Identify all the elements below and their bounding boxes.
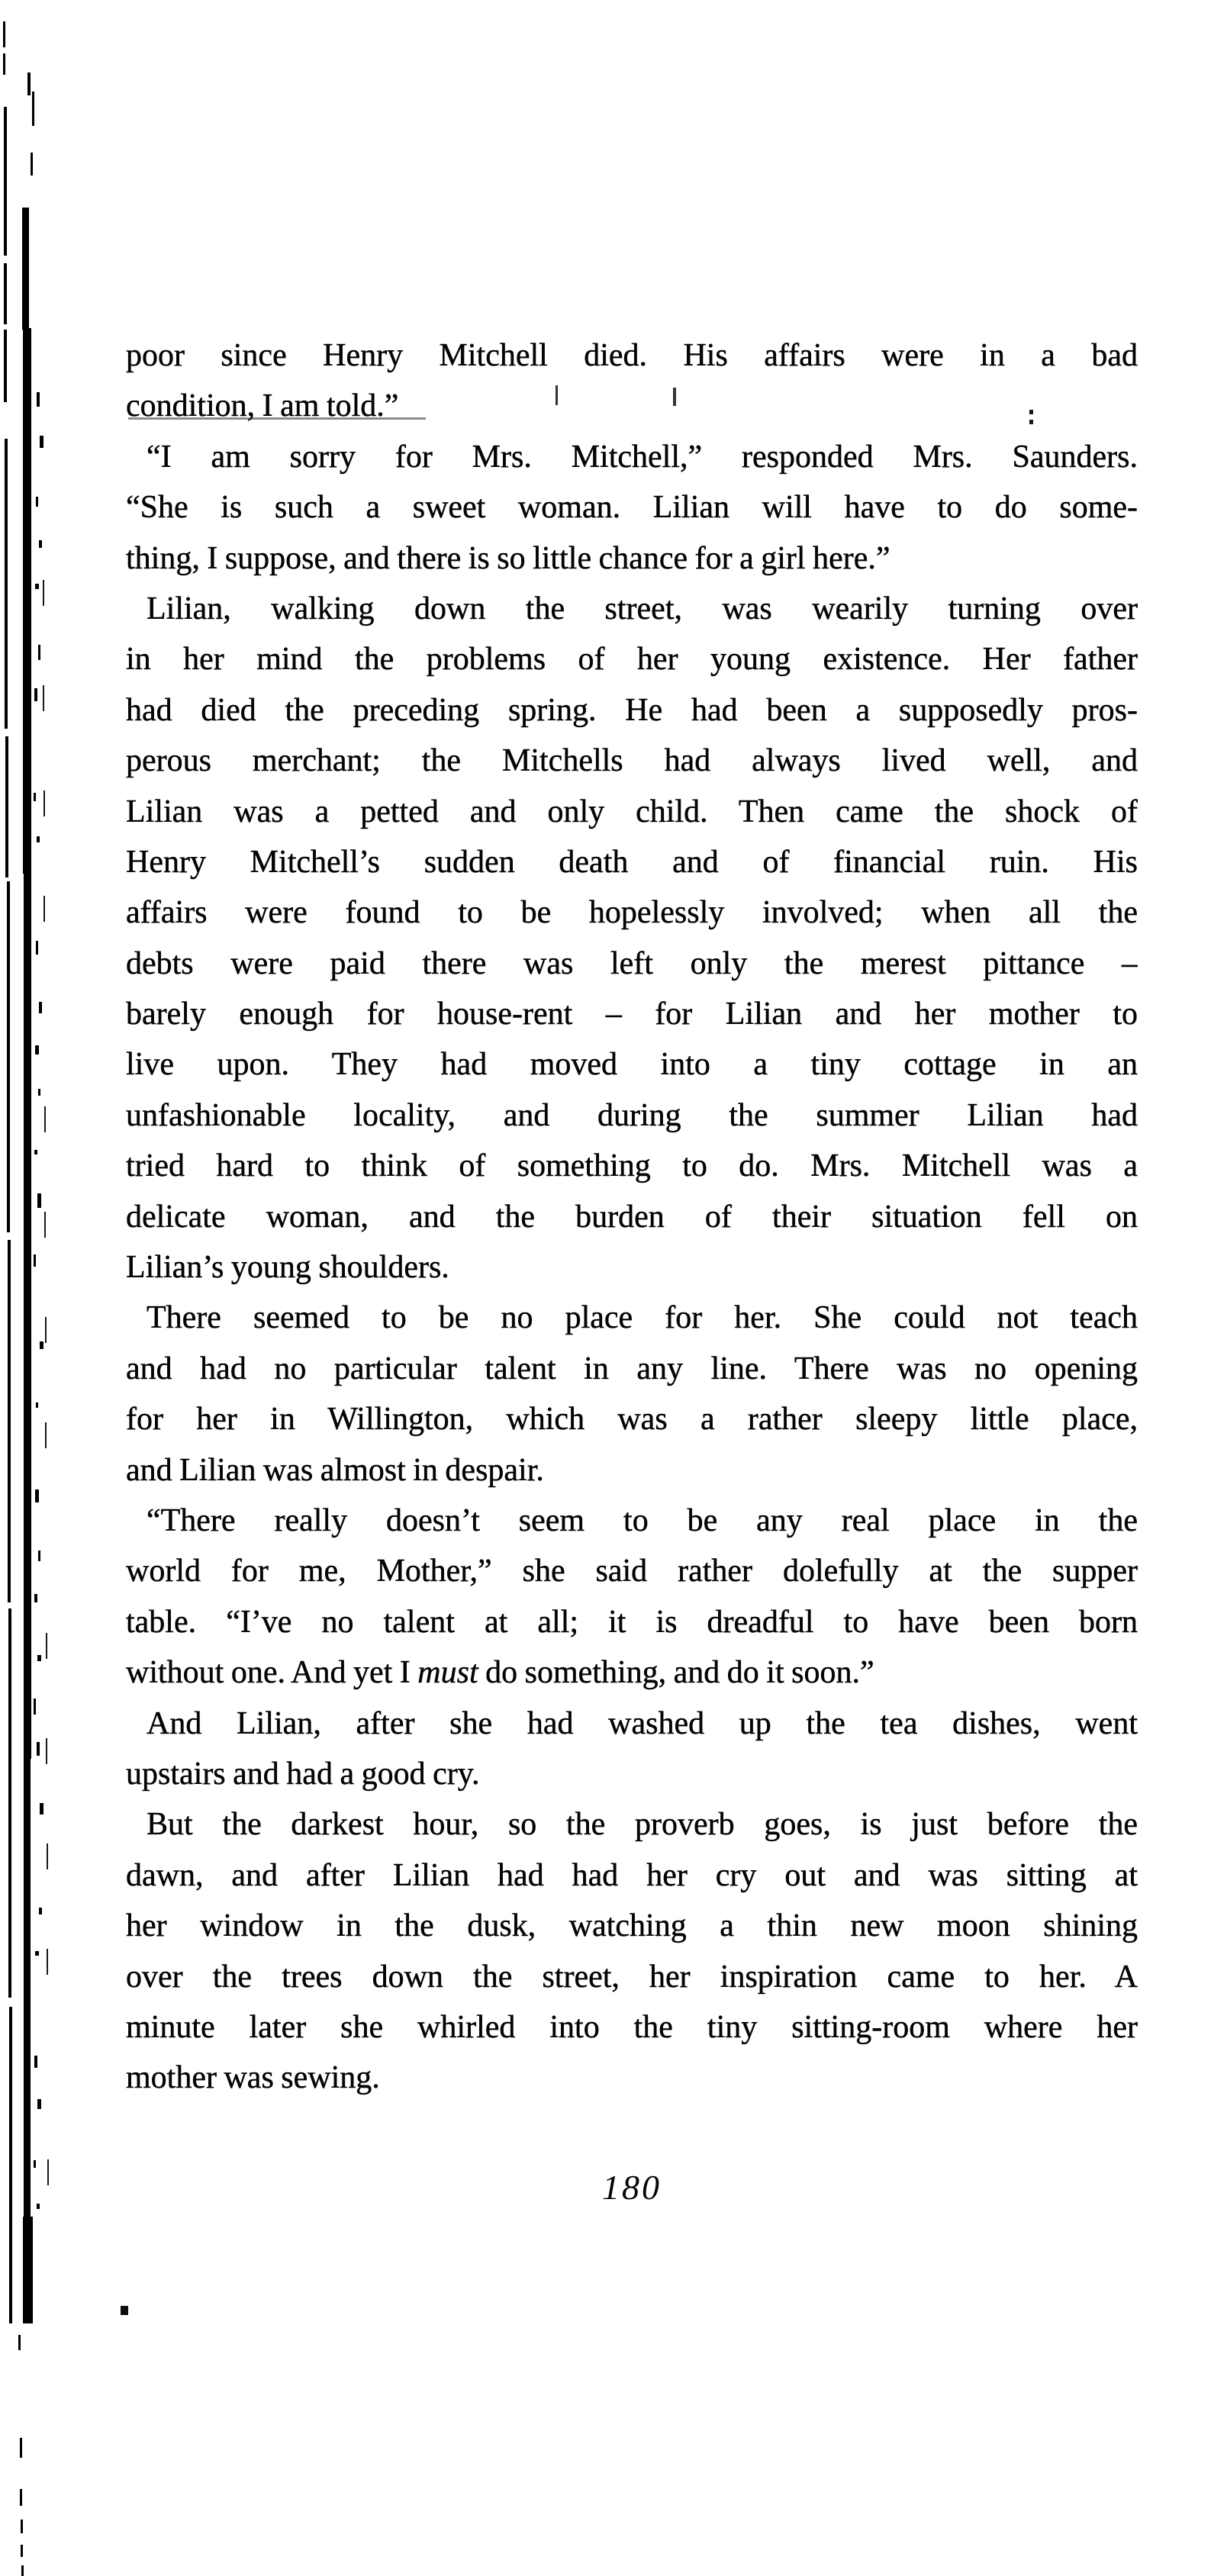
gutter-dash-line <box>44 1106 46 1132</box>
scan-speckle <box>37 2204 40 2209</box>
text-line: minute later she whirled into the tiny sitting-room where her <box>126 2009 1138 2045</box>
scan-speckle <box>39 540 42 548</box>
text-line: debts were paid there was left only the merest pittance – <box>126 945 1138 981</box>
gutter-mark <box>31 153 33 175</box>
text-line: “There really doesn’t seem to be any real place in the <box>147 1502 1138 1538</box>
scan-speckle <box>35 1045 39 1055</box>
gutter-dash-line <box>47 1949 48 1975</box>
gutter-line-outer <box>8 1608 11 1998</box>
gutter-dash-line <box>46 1738 47 1764</box>
text-line: Henry Mitchell’s sudden death and of financial ruin. His <box>126 844 1138 880</box>
scan-speckle <box>36 1402 38 1408</box>
text-line: thing, I suppose, and there is so little chance for a girl here.” <box>126 540 890 576</box>
scan-speckle <box>37 1655 41 1661</box>
text-line: And Lilian, after she had washed up the tea dishes, went <box>147 1705 1138 1741</box>
paragraph <box>126 584 1138 1293</box>
paragraph <box>126 1799 1138 2103</box>
gutter-line-outer <box>3 53 5 75</box>
gutter-line-outer <box>3 21 5 47</box>
gutter-line-inner <box>23 328 31 874</box>
scan-speckle <box>34 1594 37 1602</box>
paragraph <box>126 1699 1138 1800</box>
scan-speckle <box>40 436 43 448</box>
scan-speckle <box>36 941 38 955</box>
text-line: upstairs and had a good cry. <box>126 1756 480 1792</box>
text-line: Lilian was a petted and only child. Then came the shock of <box>126 794 1138 829</box>
gutter-line-inner <box>22 208 29 330</box>
gutter-line-inner <box>24 1759 31 2217</box>
gutter-line-outer <box>8 1240 11 1602</box>
gutter-dash-line <box>47 1843 48 1869</box>
scan-speckle <box>34 1150 37 1154</box>
paragraph <box>126 330 1138 432</box>
gutter-mark <box>27 72 31 95</box>
text-line: and Lilian was almost in despair. <box>126 1452 544 1488</box>
text-line: poor since Henry Mitchell died. His affairs were in a bad <box>126 338 1138 373</box>
scan-speckle <box>34 1699 36 1715</box>
text-line: for her in Willington, which was a rather sleepy little place, <box>126 1402 1138 1438</box>
scan-speckle <box>34 2056 37 2068</box>
scan-speckle <box>34 1254 36 1267</box>
gutter-dash-line <box>43 896 45 922</box>
gutter-line-outer <box>4 107 7 256</box>
text-line: “I am sorry for Mrs. Mitchell,” responded Mrs. Saunders. <box>147 439 1138 475</box>
text-line: table. “I’ve no talent at all; it is dreadful to have been born <box>126 1604 1138 1640</box>
text-line: in her mind the problems of her young existence. Her father <box>126 642 1138 678</box>
page-number: 180 <box>602 2168 662 2207</box>
gutter-dash-line <box>43 685 44 711</box>
scan-blot <box>121 2306 128 2315</box>
gutter-line-outer <box>7 881 10 1232</box>
scan-speckle <box>40 1341 43 1349</box>
text-line: world for me, Mother,” she said rather dolefully at the supper <box>126 1554 1138 1589</box>
scan-speckle <box>37 392 40 407</box>
scan-speckle <box>34 688 37 701</box>
text-line: condition, I am told.” <box>126 388 399 424</box>
paragraph <box>126 1293 1138 1496</box>
scan-speckle <box>37 836 40 842</box>
text-line: mother was sewing. <box>126 2060 380 2096</box>
scan-speckle <box>37 1742 40 1756</box>
gutter-dash-line <box>43 791 45 816</box>
gutter-line-inner <box>24 874 31 1759</box>
scan-speckle <box>39 1002 42 1013</box>
text-line: had died the preceding spring. He had been a supposedly pros- <box>126 692 1138 728</box>
gutter-dash-line <box>44 1212 46 1238</box>
gutter-line-outer <box>5 736 8 877</box>
text-line: and had no particular talent in any line. There was no opening <box>126 1351 1138 1386</box>
text-line: “She is such a sweet woman. Lilian will have to do some- <box>126 490 1138 526</box>
text-line: Lilian, walking down the street, was wearily turning over <box>147 591 1138 626</box>
gutter-line-outer <box>4 330 7 402</box>
text-line: delicate woman, and the burden of their situation fell on <box>126 1199 1138 1235</box>
gutter-dash <box>20 2438 22 2458</box>
text-line: unfashionable locality, and during the summer Lilian had <box>126 1097 1138 1133</box>
text-line: But the darkest hour, so the proverb goes, is just before the <box>147 1807 1138 1843</box>
scan-speckle <box>39 1908 42 1914</box>
scan-speckle <box>38 1089 40 1096</box>
gutter-dash-line <box>43 580 44 606</box>
gutter-line-inner <box>23 2217 33 2323</box>
scan-speckle <box>36 497 38 507</box>
gutter-dash-line <box>45 1317 47 1343</box>
text-line: affairs were found to be hopelessly involved; when all the <box>126 895 1138 931</box>
gutter-dash-line <box>45 1422 47 1448</box>
paragraph <box>126 1496 1138 1699</box>
scan-speckle <box>37 2099 41 2109</box>
page-text <box>126 330 1138 2104</box>
gutter-dash-line <box>46 1633 47 1659</box>
text-line: live upon. They had moved into a tiny cottage in an <box>126 1047 1138 1083</box>
scan-speckle <box>35 1489 39 1502</box>
scan-speckle <box>34 793 36 801</box>
scan-speckle <box>34 2160 36 2168</box>
text-line: barely enough for house-rent – for Lilian and her mother to <box>126 997 1138 1032</box>
text-line: over the trees down the street, her inspiration came to her. A <box>126 1959 1138 1995</box>
gutter-line-outer <box>4 263 7 324</box>
scan-speckle <box>35 584 39 589</box>
text-line: without one. And yet I must do something, and do it soon.” <box>126 1655 874 1691</box>
text-line: perous merchant; the Mitchells had always lived well, and <box>126 743 1138 779</box>
gutter-line-outer <box>9 2007 12 2323</box>
scan-speckle <box>35 1951 39 1956</box>
text-line: Lilian’s young shoulders. <box>126 1250 449 1286</box>
gutter-dash-line <box>47 2159 49 2185</box>
gutter-line-outer <box>5 439 8 729</box>
text-line: There seemed to be no place for her. She could not teach <box>147 1300 1138 1336</box>
gutter-mark <box>32 92 34 126</box>
gutter-dash <box>21 2545 23 2557</box>
gutter-dash <box>20 2489 22 2506</box>
gutter-dash <box>21 2520 23 2533</box>
scan-speckle <box>38 1550 40 1561</box>
scan-speckle <box>38 645 40 660</box>
text-line: tried hard to think of something to do. Mrs. Mitchell was a <box>126 1148 1138 1184</box>
scan-speckle <box>37 1193 41 1208</box>
paragraph <box>126 432 1138 584</box>
gutter-line-outer <box>18 2335 21 2350</box>
scan-speckle <box>40 1803 43 1814</box>
gutter-dash <box>21 2565 24 2576</box>
text-line: her window in the dusk, watching a thin new moon shining <box>126 1908 1138 1944</box>
text-line: dawn, and after Lilian had had her cry out and was sitting at <box>126 1857 1138 1893</box>
